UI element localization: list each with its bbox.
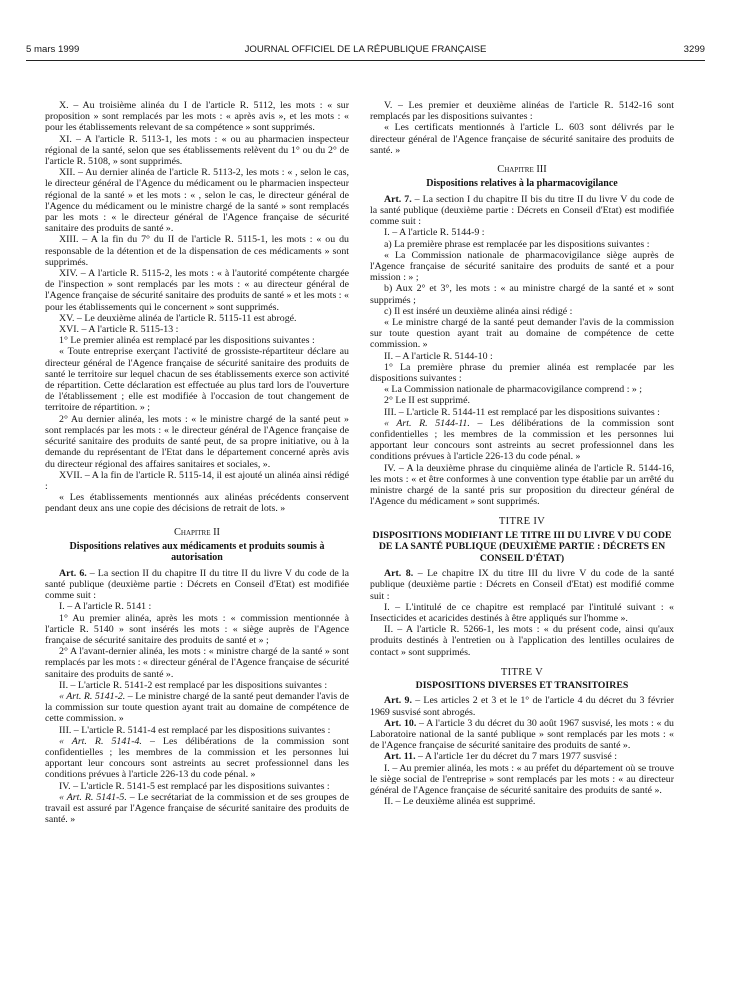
paragraph-x: X. – Au troisième alinéa du I de l'article R. 5112, les mots : « sur proposition » sont remplacés par les mots : « après avis », et les mots : « pour les établissements relevant de sa compétence » sont supprimés. (45, 100, 349, 134)
chapter-2-label: Chapitre II (173, 526, 220, 538)
article-7-iii-ref: « Art. R. 5144-11. (384, 417, 470, 429)
chapter-3-title: Dispositions relatives à la pharmacovigilance (426, 178, 618, 190)
article-10 (370, 718, 674, 752)
paragraph-xiv: XIV. – A l'article R. 5115-2, les mots : « à l'autorité compétente chargée de l'inspection » sont remplacés par les mots : « au directeur général de l'Agence française de sécurité sanitaire des produits de santé » et les mots : « pour les établissements qui le concernent » sont supprimés. (45, 268, 349, 313)
article-6-label: Art. 6. (59, 567, 87, 579)
quote-xvii: « Les établissements mentionnés aux alinéas précédents conservent pendant deux ans une copie des décisions de retrait de lots. » (45, 492, 349, 515)
article-11-ii: II. – Le deuxième alinéa est supprimé. (384, 796, 536, 808)
article-6-iii: III. – L'article R. 5141-4 est remplacé par les dispositions suivantes : (59, 724, 331, 736)
article-11-text: – A l'article 1er du décret du 7 mars 1977 susvisé : (415, 751, 617, 763)
article-10-text: – A l'article 3 du décret du 30 août 1967 susvisé, les mots : « du Laboratoire national de la santé publique » sont remplacés par les mots : « de l'Agence française de sécurité sanitaire des produits de santé ». (370, 717, 674, 752)
article-7-ii-1: 1° La première phrase du premier alinéa est remplacée par les dispositions suivantes : (370, 361, 674, 384)
left-column (45, 100, 349, 825)
article-6-iv-quote (45, 792, 349, 826)
article-7-i: I. – A l'article R. 5144-9 : (384, 227, 485, 239)
header-page-number: 3299 (683, 44, 705, 55)
paragraph-xi: XI. – A l'article R. 5113-1, les mots : « ou au pharmacien inspecteur régional de la santé, selon que ses établissements relèvent du 1° ou du 2° de l'article R. 5108, » sont supprimés. (45, 133, 349, 168)
article-7-ii-1-quote: « La Commission nationale de pharmacovigilance comprend : » ; (384, 384, 643, 396)
article-9-text: – Les articles 2 et 3 et le 1° de l'article 4 du décret du 3 février 1969 susvisé sont abrogés. (370, 695, 674, 718)
header-rule (26, 60, 705, 61)
article-6-ii-quote-text: – Le ministre chargé de la santé peut demander l'avis de la commission sur toute question ayant trait au domaine de compétence de cette commission. » (45, 690, 349, 725)
article-6-i: I. – A l'article R. 5141 : (59, 601, 152, 613)
article-7-iii: III. – L'article R. 5144-11 est remplacé par les dispositions suivantes : (384, 406, 660, 418)
article-6-ii-ref: « Art. R. 5141-2. (59, 690, 126, 702)
article-7-i-a-quote: « La Commission nationale de pharmacovigilance siège auprès de l'Agence française de sécurité sanitaire des produits de santé et a pour mission : » ; (370, 249, 674, 284)
article-8-intro (370, 568, 674, 602)
paragraph-xvi: XVI. – A l'article R. 5115-13 : (59, 324, 179, 336)
article-7-i-b: b) Aux 2° et 3°, les mots : « au ministre chargé de la santé et » sont supprimés ; (370, 283, 674, 306)
paragraph-xiii: XIII. – A la fin du 7° du II de l'article R. 5115-1, les mots : « ou du responsable de la détention et de la dispensation de ces médicaments » sont supprimés. (45, 234, 349, 268)
article-7-i-c-quote: « Le ministre chargé de la santé peut demander l'avis de la commission sur toute question ayant trait au domaine de compétence de cette commission. » (370, 316, 674, 351)
article-10-label: Art. 10. (384, 717, 417, 729)
titre-4-label: TITRE IV (498, 516, 546, 528)
paragraph-xvi-1: 1° Le premier alinéa est remplacé par les dispositions suivantes : (59, 335, 315, 347)
article-7-ii: II. – A l'article R. 5144-10 : (384, 350, 493, 362)
article-6-ii-quote (45, 691, 349, 725)
paragraph-xvii: XVII. – A la fin de l'article R. 5115-14, il est ajouté un alinéa ainsi rédigé : (45, 469, 349, 492)
article-6-iv-quote-text: – Le secrétariat de la commission et de ses groupes de travail est assuré par l'Agence française de sécurité sanitaire des produits de santé. » (45, 791, 349, 826)
article-8-i: I. – L'intitulé de ce chapitre est remplacé par l'intitulé suivant : « Insecticides et acaricides destinés à être appliqués sur l'homme ». (370, 601, 674, 624)
article-8-ii: II. – A l'article R. 5266-1, les mots : « du présent code, ainsi qu'aux produits destinés à l'entretien ou à l'application des lentilles oculaires de contact » sont supprimés. (370, 624, 674, 658)
article-11-intro (370, 751, 674, 762)
paragraph-xvi-2: 2° Au dernier alinéa, les mots : « le ministre chargé de la santé peut » sont remplacés par les mots : « le directeur général de l'Agence française de sécurité sanitaire des produits de santé peut, de sa propre initiative, ou à la demande du représentant de l'Etat dans le département concerné après avis du directeur régional des affaires sanitaires et sociales, ». (45, 413, 349, 470)
article-7-iii-quote-text: – Les délibérations de la commission sont confidentielles ; les membres de la commission et les personnes lui apportant leur concours sont astreints au secret professionnel dans les conditions prévues à l'article 226-13 du code pénal. » (370, 417, 674, 463)
article-9 (370, 695, 674, 717)
article-6-text: – La section II du chapitre II du titre II du livre V du code de la santé publique (deuxième partie : Décrets en Conseil d'Etat) est modifiée comme suit : (45, 567, 349, 602)
article-7-label: Art. 7. (384, 193, 412, 205)
article-6-ii: II. – L'article R. 5141-2 est remplacé par les dispositions suivantes : (59, 679, 328, 691)
titre-5-title: DISPOSITIONS DIVERSES ET TRANSITOIRES (415, 679, 629, 691)
article-8-text: – Le chapitre IX du titre III du livre V du code de la santé publique (deuxième partie : Décrets en Conseil d'Etat) est modifié comme suit : (370, 568, 674, 602)
article-7-intro (370, 194, 674, 228)
article-9-label: Art. 9. (384, 695, 412, 707)
chapter-3-label: Chapitre III (497, 164, 547, 176)
article-11-label: Art. 11. (384, 751, 416, 763)
article-6-iii-ref: « Art. R. 5141-4. (59, 735, 142, 747)
article-6-intro (45, 568, 349, 602)
article-6-i-1: 1° Au premier alinéa, après les mots : « commission mentionnée à l'article R. 5140 » sont insérés les mots : « siège auprès de l'Agence française de sécurité sanitaire des produits de santé et » ; (45, 612, 349, 646)
article-6-iv: IV. – L'article R. 5141-5 est remplacé par les dispositions suivantes : (59, 780, 330, 792)
article-6-i-2: 2° A l'avant-dernier alinéa, les mots : « ministre chargé de la santé » sont remplacés par les mots : « directeur général de l'Agence française de sécurité sanitaire des produits de santé ». (45, 646, 349, 680)
article-7-ii-2: 2° Le II est supprimé. (384, 395, 470, 407)
header-journal-title: JOURNAL OFFICIEL DE LA RÉPUBLIQUE FRANÇAISE (244, 44, 487, 55)
titre-4-title: DISPOSITIONS MODIFIANT LE TITRE III DU LIVRE V DU CODE DE LA SANTÉ PUBLIQUE (DEUXIÈME PARTIE : DÉCRETS EN CONSEIL D'ÉTAT) (372, 529, 672, 564)
article-8-label: Art. 8. (384, 568, 414, 580)
article-7-i-a: a) La première phrase est remplacée par les dispositions suivantes : (384, 238, 650, 250)
page-header (26, 44, 705, 60)
paragraph-v: V. – Les premier et deuxième alinéas de l'article R. 5142-16 sont remplacés par les dispositions suivantes : (370, 100, 674, 123)
article-6-iii-quote-text: – Les délibérations de la commission sont confidentielles ; les membres de la commission et les personnes lui apportant leur concours sont astreints au secret professionnel dans les conditions prévues à l'article 226-13 du code pénal. » (45, 735, 349, 781)
paragraph-xv: XV. – Le deuxième alinéa de l'article R. 5115-11 est abrogé. (59, 312, 297, 324)
article-7-text: – La section I du chapitre II bis du titre II du livre V du code de la santé publique (deuxième partie : Décrets en Conseil d'Etat) est modifiée comme suit : (370, 193, 674, 228)
article-7-i-c: c) Il est inséré un deuxième alinéa ainsi rédigé : (384, 305, 573, 317)
right-column (370, 100, 674, 807)
article-7-iii-quote (370, 418, 674, 463)
header-date: 5 mars 1999 (26, 44, 80, 55)
chapter-2-title: Dispositions relatives aux médicaments et produits soumis à autorisation (69, 540, 325, 564)
article-11-i: I. – Au premier alinéa, les mots : « au préfet du département où se trouve le siège social de l'entreprise » sont remplacés par les mots : « au directeur général de l'Agence française de sécurité sanitaire des produits de santé ». (370, 762, 674, 797)
quote-v: « Les certificats mentionnés à l'article L. 603 sont délivrés par le directeur général de l'Agence française de sécurité sanitaire des produits de santé. » (370, 122, 674, 156)
article-6-iii-quote (45, 736, 349, 781)
article-7-iv: IV. – A la deuxième phrase du cinquième alinéa de l'article R. 5144-16, les mots : « et être conformes à une convention type établie par un arrêté du ministre chargé de la santé pris sur proposition du directeur général de l'Agence du médicament » sont supprimés. (370, 462, 674, 508)
paragraph-xii: XII. – Au dernier alinéa de l'article R. 5113-2, les mots : « , selon le cas, le directeur général de l'Agence du médicament ou le pharmacien inspecteur régional de la santé » et les mots : « , selon le cas, le directeur général de l'Agence du médicament ou le ministre chargé de la santé » sont remplacés par les mots : « le directeur général de l'Agence française de sécurité sanitaire des produits de santé ». (45, 167, 349, 235)
titre-5-label: TITRE V (500, 666, 544, 678)
article-6-iv-ref: « Art. R. 5141-5. (59, 791, 127, 803)
quote-xvi-1: « Toute entreprise exerçant l'activité de grossiste-répartiteur déclare au directeur général de l'Agence française de sécurité sanitaire des produits de santé le territoire sur lequel chacun de ses établissements exerce son activité de répartition. Cette déclaration est effectuée au plus tard lors de l'ouverture de l'établissement ; elle est modifiée à l'occasion de tout changement de territoire de répartition. » ; (45, 346, 349, 414)
